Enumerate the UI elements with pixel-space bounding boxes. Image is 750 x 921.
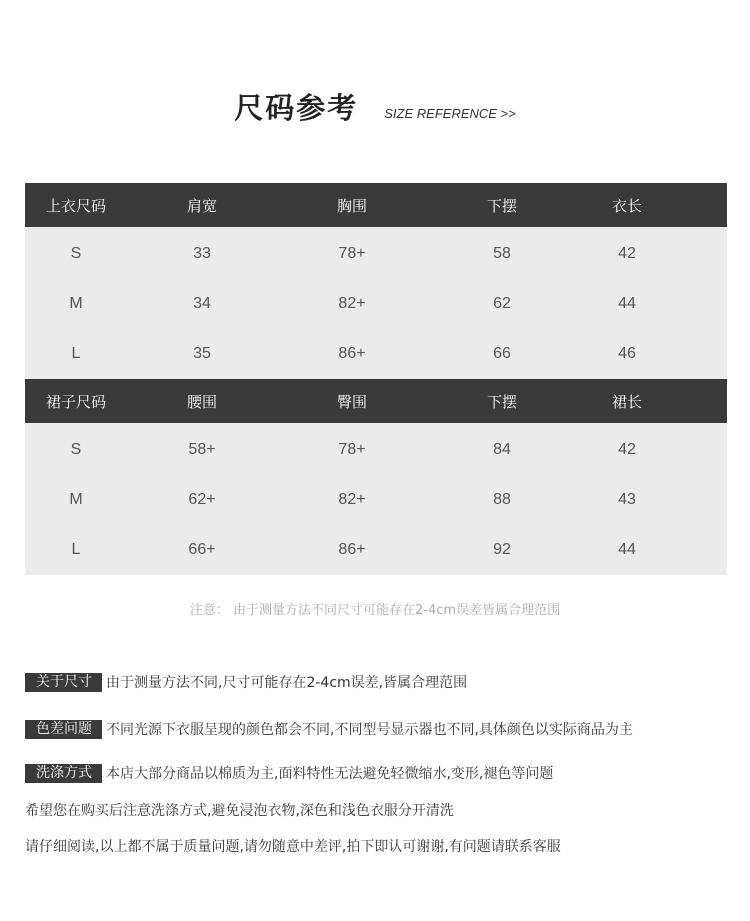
title-english: SIZE REFERENCE >>: [384, 106, 516, 121]
header-cell: 上衣尺码: [45, 196, 106, 215]
table-cell: M: [69, 491, 83, 508]
info-text: 请仔细阅读,以上都不属于质量问题,请勿随意中差评,拍下即认可谢谢,有问题请联系客服: [25, 839, 561, 855]
table-cell: 44: [618, 295, 636, 312]
header-cell: 下摆: [486, 392, 517, 411]
table-cell: L: [71, 345, 81, 362]
table-cell: 42: [618, 245, 636, 262]
table-cell: 58+: [188, 441, 216, 458]
info-plain-line: [25, 836, 561, 856]
header-cell: 裙子尺码: [45, 392, 106, 411]
skirt-table-body: [25, 423, 727, 575]
table-cell: 78+: [338, 245, 366, 262]
header-cell: 腰围: [186, 392, 217, 411]
header-cell: 裙长: [611, 392, 642, 411]
top-table-header: [25, 183, 727, 227]
table-cell: 86+: [338, 541, 366, 558]
info-tag: 色差问题: [25, 720, 102, 739]
table-cell: 82+: [338, 491, 366, 508]
info-plain-line: [25, 800, 454, 820]
table-cell: 33: [193, 245, 211, 262]
table-row: [25, 475, 727, 525]
info-text: 由于测量方法不同,尺寸可能存在2-4cm误差,皆属合理范围: [106, 675, 468, 691]
table-cell: 34: [193, 295, 211, 312]
table-cell: 46: [618, 345, 636, 362]
top-table-body: [25, 227, 727, 379]
info-text: 本店大部分商品以棉质为主,面料特性无法避免轻微缩水,变形,褪色等问题: [106, 766, 554, 782]
table-cell: 44: [618, 541, 636, 558]
info-washing: [25, 763, 553, 783]
table-cell: L: [71, 541, 81, 558]
table-cell: S: [70, 441, 82, 458]
table-cell: 62: [493, 295, 511, 312]
table-cell: 43: [618, 491, 636, 508]
table-row: [25, 525, 727, 575]
info-tag: 关于尺寸: [25, 673, 102, 692]
table-row: [25, 229, 727, 279]
table-cell: 92: [493, 541, 511, 558]
skirt-table-header: [25, 379, 727, 423]
table-cell: 82+: [338, 295, 366, 312]
header-cell: 臀围: [336, 392, 367, 411]
info-text: 希望您在购买后注意洗涤方式,避免浸泡衣物,深色和浅色衣服分开清洗: [25, 803, 454, 819]
title-chinese: 尺码参考: [234, 91, 359, 125]
table-cell: 84: [493, 441, 511, 458]
table-row: [25, 425, 727, 475]
info-color: [25, 719, 633, 739]
table-cell: 42: [618, 441, 636, 458]
header-cell: 衣长: [611, 196, 642, 215]
table-cell: 86+: [338, 345, 366, 362]
info-tag: 洗涤方式: [25, 764, 102, 783]
info-size: [25, 672, 467, 692]
size-table: [25, 183, 727, 575]
info-text: 不同光源下衣服呈现的颜色都会不同,不同型号显示器也不同,具体颜色以实际商品为主: [106, 722, 633, 738]
table-cell: 78+: [338, 441, 366, 458]
table-cell: M: [69, 295, 83, 312]
table-cell: 58: [493, 245, 511, 262]
table-cell: 88: [493, 491, 511, 508]
header-cell: 下摆: [486, 196, 517, 215]
table-row: [25, 279, 727, 329]
table-cell: 66: [493, 345, 511, 362]
header-cell: 胸围: [336, 196, 367, 215]
table-row: [25, 329, 727, 379]
table-cell: 66+: [188, 541, 216, 558]
measurement-note: 注意： 由于测量方法不同尺寸可能存在2-4cm误差皆属合理范围: [189, 603, 561, 618]
table-cell: 62+: [188, 491, 216, 508]
table-cell: S: [70, 245, 82, 262]
table-cell: 35: [193, 345, 211, 362]
page-title: [0, 86, 750, 127]
header-cell: 肩宽: [186, 196, 217, 215]
